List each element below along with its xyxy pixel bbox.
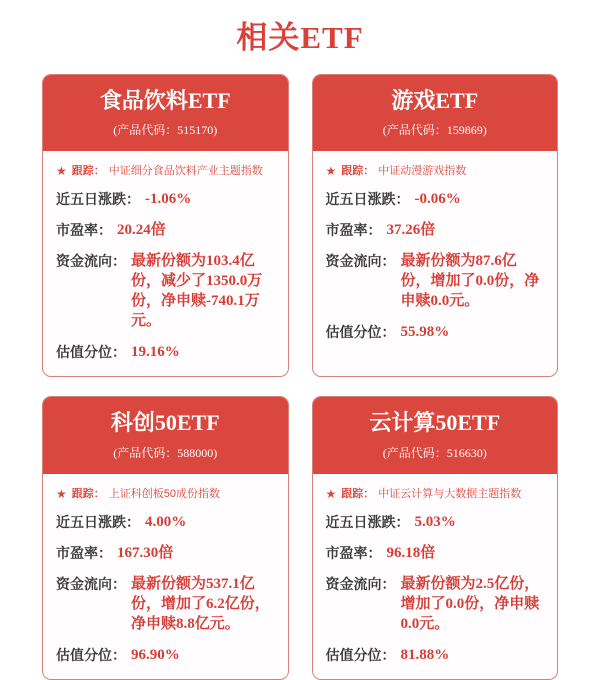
change5d-row <box>56 189 275 209</box>
etf-card-body <box>43 151 288 376</box>
star-icon: ★ <box>325 164 337 179</box>
star-icon: ★ <box>56 486 67 501</box>
track-label: 跟踪： <box>71 487 105 500</box>
flow-label: 资金流向： <box>56 575 126 592</box>
tracked-index-name: 中证细分食品饮料产业主题指数 <box>108 165 263 178</box>
tracked-index-name: 中证云计算与大数据主题指数 <box>378 487 522 500</box>
etf-name: 食品饮料ETF <box>99 88 231 113</box>
track-label: 跟踪： <box>341 487 375 500</box>
flow-label: 资金流向： <box>56 253 126 270</box>
change5d-label: 近五日涨跌： <box>325 513 410 530</box>
etf-card-header <box>43 397 288 473</box>
pe-row <box>56 220 275 240</box>
change5d-row <box>326 189 545 209</box>
tracked-index-name: 中证动漫游戏指数 <box>378 165 467 178</box>
change5d-value: -1.06% <box>145 191 192 208</box>
valuation-value: 19.16% <box>131 344 180 361</box>
flow-value: 最新份额为537.1亿份，增加了6.2亿份，净申赎8.8亿元。 <box>131 575 270 632</box>
etf-card-gaming <box>312 74 559 377</box>
change5d-value: 4.00% <box>145 513 187 530</box>
change5d-label: 近五日涨跌： <box>325 191 410 208</box>
etf-card-cloud50 <box>312 396 559 679</box>
track-line <box>56 164 275 178</box>
flow-value: 最新份额为87.6亿份，增加了0.0份，净申赎0.0元。 <box>400 253 540 310</box>
etf-card-star50 <box>42 396 289 679</box>
track-label: 跟踪： <box>341 165 375 178</box>
valuation-value: 96.90% <box>131 646 180 663</box>
pe-row <box>326 543 545 563</box>
etf-card-header <box>43 75 288 151</box>
flow-value: 最新份额为2.5亿份，增加了0.0份，净申赎0.0元。 <box>400 575 540 632</box>
etf-product-code: (产品代码：159869) <box>382 123 487 138</box>
valuation-row <box>56 342 275 362</box>
track-line <box>326 164 545 178</box>
change5d-value: 5.03% <box>414 513 456 530</box>
pe-label: 市盈率： <box>56 222 112 239</box>
etf-name: 云计算50ETF <box>369 410 501 436</box>
pe-value: 96.18倍 <box>386 544 436 561</box>
change5d-label: 近五日涨跌： <box>56 191 140 208</box>
etf-card-body <box>313 474 558 679</box>
flow-row <box>56 251 275 331</box>
etf-card-food-beverage <box>42 74 289 377</box>
etf-card-header <box>313 75 558 151</box>
pe-row <box>326 220 545 240</box>
change5d-value: -0.06% <box>414 191 461 208</box>
valuation-value: 55.98% <box>400 324 450 341</box>
flow-row <box>326 251 545 311</box>
valuation-row <box>326 645 545 665</box>
pe-label: 市盈率： <box>56 544 112 561</box>
pe-value: 37.26倍 <box>386 222 436 239</box>
page-title: 相关ETF <box>236 20 364 55</box>
etf-card-body <box>313 151 558 376</box>
pe-label: 市盈率： <box>325 222 382 239</box>
valuation-label: 估值分位： <box>325 646 396 663</box>
etf-product-code: (产品代码：515170) <box>113 123 218 138</box>
etf-card-body <box>43 474 288 679</box>
tracked-index-name: 上证科创板50成份指数 <box>108 487 221 500</box>
pe-value: 167.30倍 <box>117 544 174 561</box>
pe-value: 20.24倍 <box>117 222 166 239</box>
valuation-label: 估值分位： <box>56 344 126 361</box>
flow-value: 最新份额为103.4亿份，减少了1350.0万份，净申赎-740.1万元。 <box>131 253 263 330</box>
track-label: 跟踪： <box>71 165 105 178</box>
pe-row <box>56 543 275 563</box>
etf-name: 游戏ETF <box>391 88 479 113</box>
flow-row <box>56 574 275 634</box>
flow-label: 资金流向： <box>325 253 396 270</box>
valuation-value: 81.88% <box>400 646 450 663</box>
etf-cards-grid <box>0 74 600 680</box>
change5d-label: 近五日涨跌： <box>56 513 140 530</box>
star-icon: ★ <box>325 486 337 501</box>
etf-product-code: (产品代码：516630) <box>382 445 487 460</box>
valuation-row <box>56 645 275 665</box>
track-line <box>326 487 545 501</box>
track-line <box>56 487 275 501</box>
flow-row <box>326 574 545 634</box>
valuation-row <box>326 322 545 342</box>
valuation-label: 估值分位： <box>56 646 126 663</box>
pe-label: 市盈率： <box>325 544 382 561</box>
valuation-label: 估值分位： <box>325 324 396 341</box>
flow-label: 资金流向： <box>325 575 396 592</box>
etf-card-header <box>313 397 558 473</box>
star-icon: ★ <box>56 164 67 179</box>
etf-name: 科创50ETF <box>110 410 220 436</box>
etf-product-code: (产品代码：588000) <box>113 445 218 460</box>
change5d-row <box>326 512 545 532</box>
change5d-row <box>56 512 275 532</box>
